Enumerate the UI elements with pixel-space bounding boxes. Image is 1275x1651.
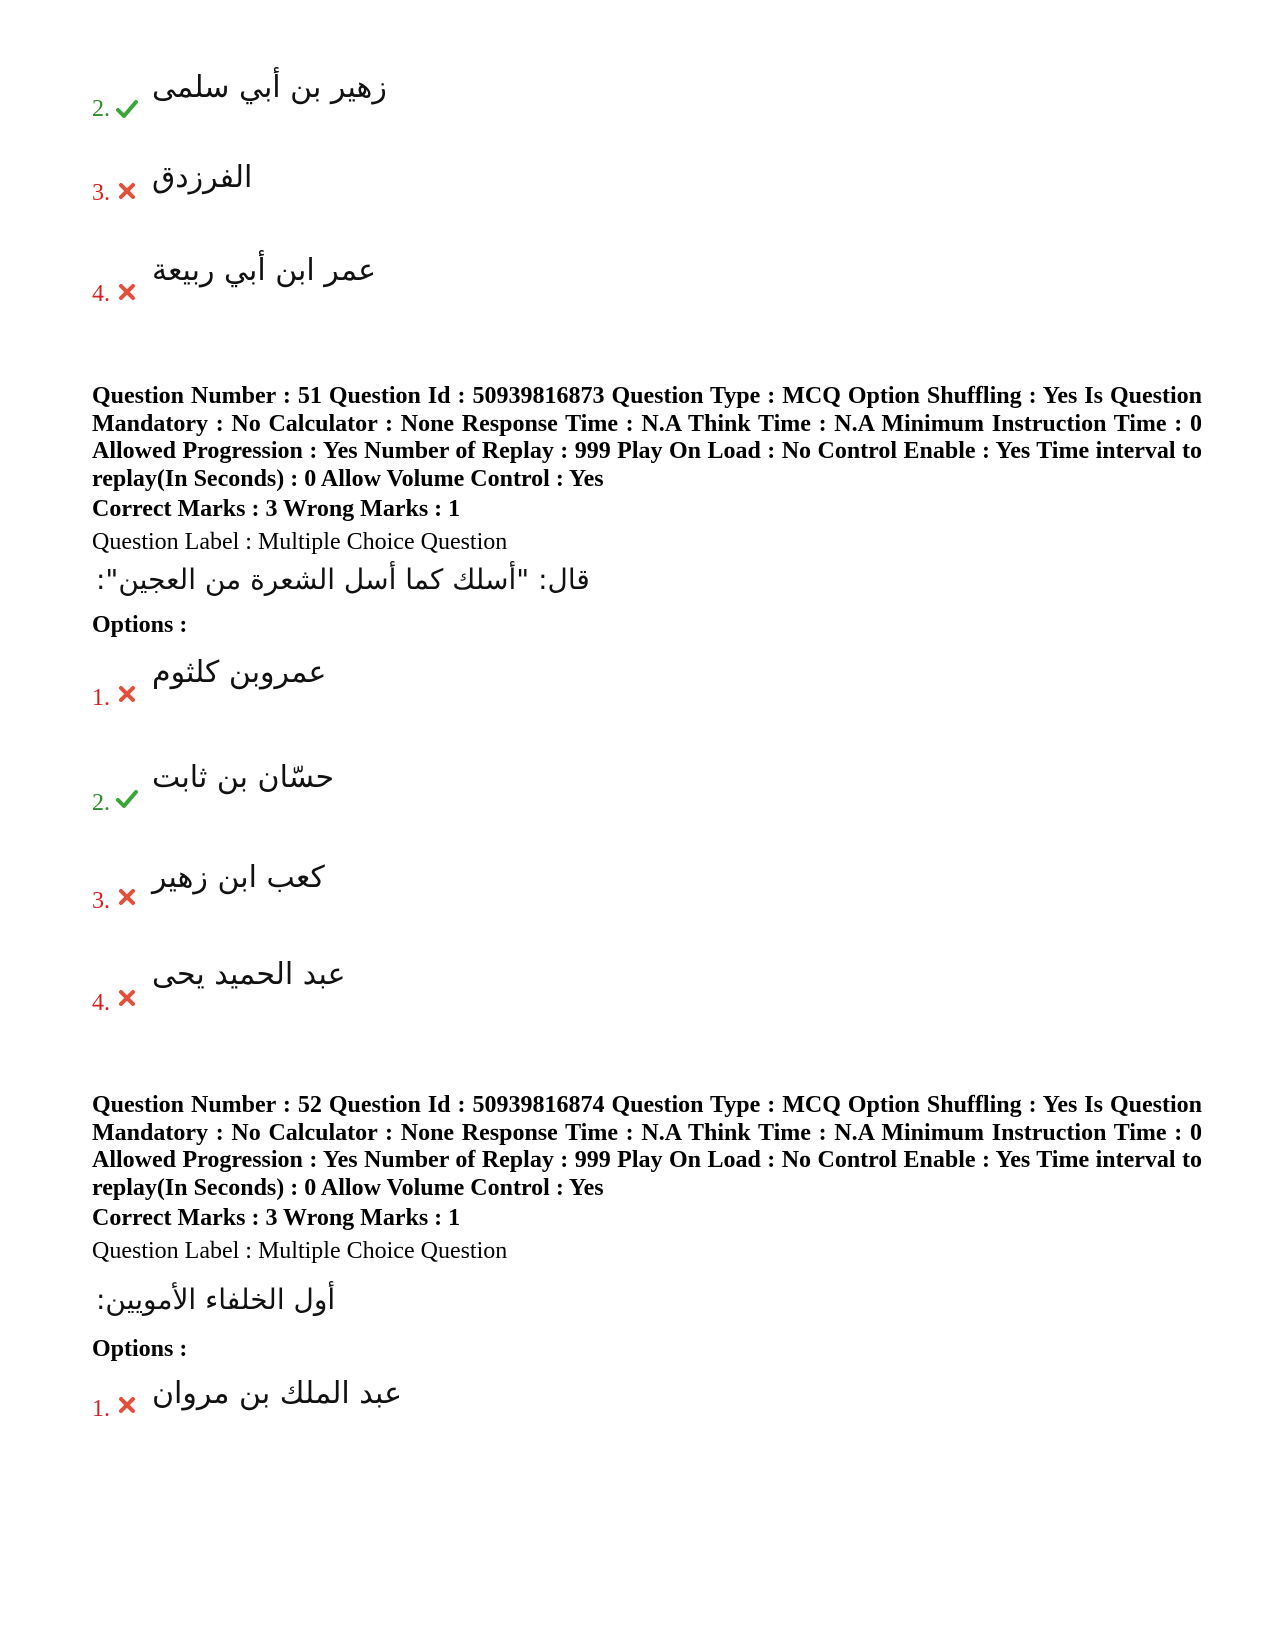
option-number: 1. [92, 685, 110, 711]
option-text: عمروبن كلثوم [152, 655, 327, 690]
option-number: 2. [92, 790, 110, 816]
question-text: قال: "أسلك كما أسل الشعرة من العجين": [96, 563, 590, 596]
question-text: أول الخلفاء الأمويين: [96, 1283, 336, 1316]
check-icon [116, 98, 138, 120]
option-text: كعب ابن زهير [152, 860, 325, 895]
option-item [92, 860, 592, 920]
cross-icon [116, 180, 138, 202]
option-text: عبد الحميد يحى [152, 957, 346, 992]
option-number: 2. [92, 96, 110, 122]
option-text: عبد الملك بن مروان [152, 1376, 403, 1411]
options-title: Options : [92, 612, 188, 638]
cross-icon [116, 987, 138, 1009]
cross-icon [116, 886, 138, 908]
options-title: Options : [92, 1336, 188, 1362]
option-item [92, 957, 592, 1017]
option-text: زهير بن أبي سلمى [152, 70, 387, 105]
question-label: Question Label : Multiple Choice Question [92, 529, 508, 555]
question-marks: Correct Marks : 3 Wrong Marks : 1 [92, 496, 461, 522]
cross-icon [116, 683, 138, 705]
cross-icon [116, 281, 138, 303]
option-item [92, 160, 592, 220]
option-number: 4. [92, 281, 110, 307]
option-item [92, 760, 592, 820]
question-marks: Correct Marks : 3 Wrong Marks : 1 [92, 1205, 461, 1231]
option-item [92, 1376, 592, 1436]
option-text: حسّان بن ثابت [152, 760, 335, 795]
check-icon [116, 788, 138, 810]
option-number: 1. [92, 1396, 110, 1422]
option-item [92, 70, 592, 130]
option-text: عمر ابن أبي ربيعة [152, 253, 377, 288]
question-meta: Question Number : 52 Question Id : 50939816874 Question Type : MCQ Option Shuffling : Yes Is Question Mandatory : No Calculator : None Response Time : N.A Think Time : N.A Minimum Instruction Time : 0 Allowed Progression : Yes Number of Replay : 999 Play On Load : No Control Enable : Yes Time interval to replay(In Seconds) : 0 Allow Volume Control : Yes [92, 1092, 1202, 1201]
question-label: Question Label : Multiple Choice Question [92, 1238, 508, 1264]
option-number: 3. [92, 180, 110, 206]
cross-icon [116, 1394, 138, 1416]
option-text: الفرزدق [152, 160, 253, 195]
option-item [92, 253, 592, 313]
option-item [92, 655, 592, 715]
option-number: 4. [92, 990, 110, 1016]
question-meta: Question Number : 51 Question Id : 50939816873 Question Type : MCQ Option Shuffling : Yes Is Question Mandatory : No Calculator : None Response Time : N.A Think Time : N.A Minimum Instruction Time : 0 Allowed Progression : Yes Number of Replay : 999 Play On Load : No Control Enable : Yes Time interval to replay(In Seconds) : 0 Allow Volume Control : Yes [92, 383, 1202, 492]
option-number: 3. [92, 888, 110, 914]
